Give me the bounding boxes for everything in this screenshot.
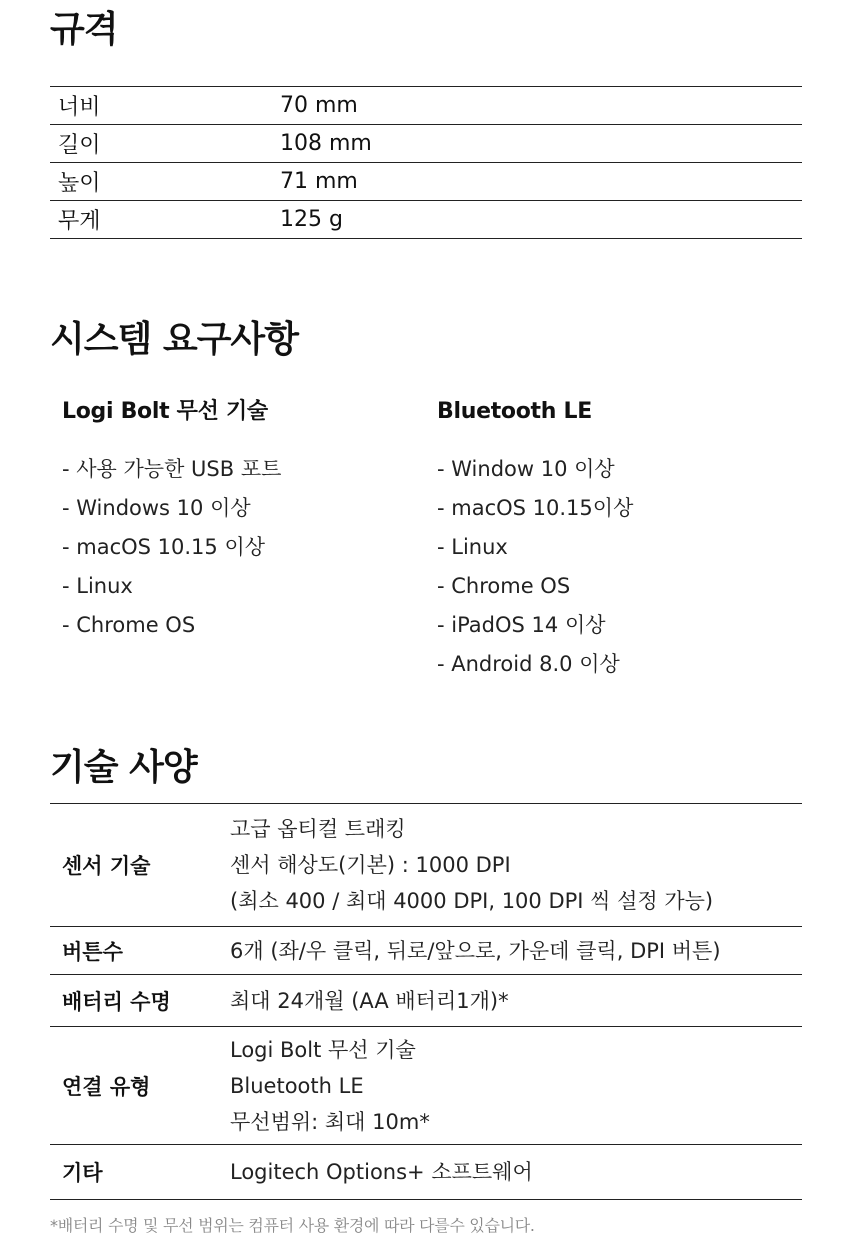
- tech-value: [230, 811, 802, 919]
- list-item: - macOS 10.15이상: [437, 496, 634, 520]
- spec-row-height: [50, 163, 802, 201]
- tech-line: (최소 400 / 최대 4000 DPI, 100 DPI 씩 설정 가능): [230, 889, 714, 913]
- tech-value: [230, 983, 802, 1019]
- tech-line: 고급 옵티컬 트래킹: [230, 817, 406, 841]
- spec-value: 108 mm: [280, 131, 372, 156]
- tech-label: 연결 유형: [62, 1074, 151, 1099]
- spec-label: 너비: [58, 95, 101, 120]
- specs-title: 규격: [50, 9, 118, 50]
- list-item: - Windows 10 이상: [62, 496, 251, 520]
- list-item: - Chrome OS: [62, 613, 196, 637]
- tech-line: 무선범위: 최대 10m*: [230, 1109, 430, 1134]
- spec-value: 71 mm: [280, 169, 358, 194]
- tech-line: Logitech Options+ 소프트웨어: [230, 1160, 533, 1184]
- bluetooth-heading: Bluetooth LE: [437, 399, 592, 424]
- spec-row-width: [50, 87, 802, 125]
- tech-value: [230, 933, 802, 969]
- spec-row-weight: [50, 201, 802, 239]
- spec-row-length: [50, 125, 802, 163]
- list-item: - macOS 10.15 이상: [62, 535, 266, 559]
- tech-row-buttons: [50, 927, 802, 975]
- list-item: - Chrome OS: [437, 574, 571, 598]
- list-item: - Linux: [62, 574, 133, 598]
- spec-label: 높이: [58, 171, 101, 196]
- bolt-heading: Logi Bolt 무선 기술: [62, 399, 268, 424]
- tech-row-other: [50, 1145, 802, 1200]
- bluetooth-requirements: [437, 392, 633, 684]
- tech-line: Bluetooth LE: [230, 1073, 364, 1098]
- spec-value: 125 g: [280, 207, 343, 232]
- spec-value: 70 mm: [280, 93, 358, 118]
- tech-label: 기타: [62, 1161, 103, 1185]
- tech-label: 배터리 수명: [62, 989, 171, 1014]
- list-item: - Linux: [437, 535, 508, 559]
- tech-row-battery: [50, 975, 802, 1027]
- tech-label: 버튼수: [62, 939, 123, 964]
- bluetooth-list: [437, 450, 633, 684]
- footnote: *배터리 수명 및 무선 범위는 컴퓨터 사용 환경에 따라 다를수 있습니다.: [50, 1216, 535, 1235]
- spec-label: 길이: [58, 133, 101, 158]
- system-title: 시스템 요구사항: [50, 319, 298, 360]
- tech-row-connection: [50, 1027, 802, 1145]
- tech-row-sensor: [50, 804, 802, 927]
- list-item: - Android 8.0 이상: [437, 652, 620, 676]
- tech-value: [230, 1154, 802, 1190]
- tech-line: 센서 해상도(기본) : 1000 DPI: [230, 853, 511, 877]
- tech-line: 최대 24개월 (AA 배터리1개)*: [230, 988, 509, 1013]
- list-item: - 사용 가능한 USB 포트: [62, 457, 282, 481]
- list-item: - Window 10 이상: [437, 457, 615, 481]
- tech-line: Logi Bolt 무선 기술: [230, 1037, 416, 1062]
- tech-title: 기술 사양: [50, 747, 197, 788]
- tech-table: [50, 803, 802, 1200]
- bolt-list: [62, 450, 281, 645]
- bolt-requirements: [62, 392, 281, 645]
- tech-label: 센서 기술: [62, 854, 151, 878]
- tech-value: [230, 1032, 802, 1140]
- specs-table: [50, 86, 802, 239]
- spec-label: 무게: [58, 209, 101, 234]
- tech-line: 6개 (좌/우 클릭, 뒤로/앞으로, 가운데 클릭, DPI 버튼): [230, 938, 721, 963]
- list-item: - iPadOS 14 이상: [437, 613, 606, 637]
